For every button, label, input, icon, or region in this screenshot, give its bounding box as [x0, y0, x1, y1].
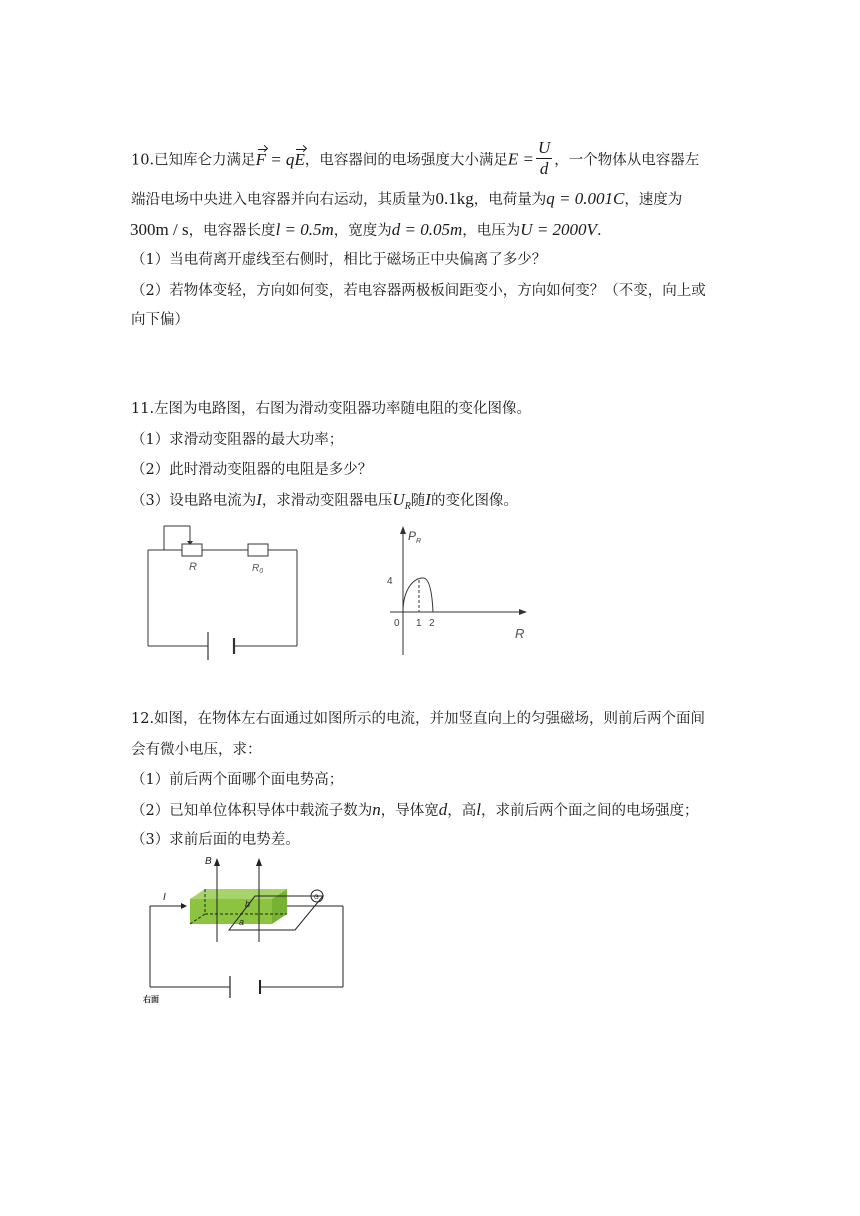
mass-value: 0.1kg: [435, 189, 474, 208]
q10-line-2: 端沿电场中央进入电容器并向右运动，其质量为0.1kg，电荷量为q = 0.001C，速度为: [131, 189, 683, 208]
origin-label: 0: [394, 618, 400, 629]
x-tick-2: 2: [429, 618, 435, 629]
field-fraction: $\frac{U}{d}$: [537, 138, 551, 178]
q10-line-3: 300m / s，电容器长度l = 0.5m，宽度为d = 0.05m，电压为U = 2000V.: [130, 220, 602, 239]
point-a-label: a: [239, 917, 245, 927]
q12-sub-3: （3）求前后面的电势差。: [131, 832, 300, 848]
y-tick-4: 4: [387, 576, 393, 587]
rheostat-resistor: [182, 544, 202, 556]
power-curve: [403, 578, 433, 612]
q10-sub-2b: 向下偏）: [131, 312, 189, 328]
voltage-value: U = 2000V: [520, 220, 597, 239]
galvanometer-label: G: [314, 895, 319, 901]
right-face-label: 右面: [143, 995, 159, 1004]
r0-resistor: [248, 544, 268, 556]
q12-title-2: 会有微小电压，求：: [131, 742, 262, 758]
y-axis-label: $P_R$: [408, 529, 422, 545]
q12-sub-1: （1）前后两个面哪个面电势高；: [131, 772, 344, 788]
length-value: l = 0.5m: [275, 220, 334, 239]
slab-front: [190, 899, 272, 924]
q12-title-1: 12.如图，在物体左右面通过如图所示的电流，并加竖直向上的匀强磁场，则前后两个面间: [131, 711, 706, 727]
q10-sub-1: （1）当电荷离开虚线至右侧时，相比于磁场正中央偏离了多少？: [131, 252, 547, 268]
charge-value: q = 0.001C: [546, 189, 625, 208]
i-label: I: [163, 892, 166, 903]
q10-line-1: 10.已知库仑力满足F = qE，电容器间的电场强度大小满足E = $\frac{U}{d}$ ，一个物体从电容器左: [131, 138, 700, 178]
power-graph: [385, 520, 540, 660]
q11-title: 11.左图为电路图，右图为滑动变阻器功率随电阻的变化图像。: [131, 401, 532, 417]
x-tick-1: 1: [416, 618, 422, 629]
q11-sub-1: （1）求滑动变阻器的最大功率；: [131, 432, 344, 448]
point-b-label: b: [245, 899, 251, 909]
q11-sub-3: （3）设电路电流为I，求滑动变阻器电压$U_R$随I的变化图像。: [131, 490, 518, 512]
b-label: B: [205, 856, 212, 867]
hall-effect-figure: [135, 852, 355, 1007]
x-axis-label: R: [515, 626, 525, 641]
q12-sub-2: （2）已知单位体积导体中载流子数为n，导体宽d，高l，求前后两个面之间的电场强度；: [131, 800, 699, 819]
coulomb-formula: F = qE: [255, 149, 305, 169]
r0-label: $R_0$: [252, 563, 264, 575]
q11-sub-2: （2）此时滑动变阻器的电阻是多少？: [131, 462, 373, 478]
speed-value: 300m / s: [130, 220, 189, 239]
r-label: R: [189, 561, 197, 573]
q10-sub-2a: （2）若物体变轻，方向如何变，若电容器两极板间距变小，方向如何变？（不变，向上或: [131, 283, 706, 299]
circuit-diagram: [140, 520, 310, 665]
q10-text: 10.已知库仑力满足: [131, 152, 256, 169]
field-formula: E =: [507, 149, 534, 169]
width-value: d = 0.05m: [391, 220, 463, 239]
